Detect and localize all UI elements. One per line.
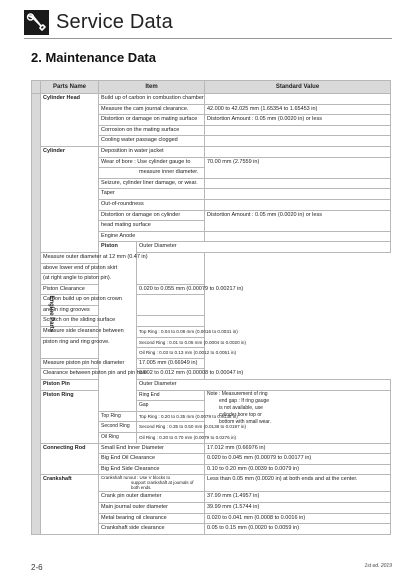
table-row (32, 390, 391, 401)
value-cell: Top Ring : 0.04 to 0.08 mm (0.0016 to 0.0031 in) (137, 327, 205, 338)
value-cell (205, 199, 391, 210)
table-row (32, 316, 391, 327)
part-name-piston-pin: Piston Pin (41, 380, 99, 391)
item-cell: Main journal outer diameter (99, 502, 205, 513)
item-line: support crankshaft at journals of (131, 480, 194, 486)
item-cell: (at right angle to piston pin). (41, 274, 137, 285)
item-cell: Build up of carbon in combustion chamber (99, 94, 205, 105)
value-cell (137, 316, 205, 327)
note-line: bottom with small wear. (219, 418, 271, 425)
item-cell: Measure piston pin hole diameter (41, 358, 137, 369)
item-cell: Outer Diameter (137, 380, 391, 391)
value-cell (205, 178, 391, 189)
item-cell: above lower end of piston skirt (41, 263, 137, 274)
item-cell: Seizure, cylinder liner damage, or wear. (99, 178, 205, 189)
item-cell: Measure outer diameter at 12 mm (0.47 in) (41, 252, 137, 263)
item-cell: head mating surface (99, 221, 205, 232)
table-row (32, 274, 391, 285)
item-cell: Small End Inner Diameter (99, 443, 205, 454)
item-line: both ends. (131, 485, 152, 491)
table-row (32, 380, 391, 391)
value-cell: Less than 0.05 mm (0.0020 in) at both ends and at the center. (205, 475, 391, 492)
value-cell: 17.005 mm (0.66949 in) (137, 358, 205, 369)
table-row (32, 252, 391, 263)
item-cell: Scratch on the sliding surface (41, 316, 137, 327)
value-cell: 39.99 mm (1.5744 in) (205, 502, 391, 513)
value-cell: 70.00 mm (2.7559 in) (205, 157, 391, 178)
part-name-cylinder: Cylinder (41, 146, 99, 252)
note-line: is not available, use (219, 404, 263, 411)
value-cell (205, 94, 391, 105)
value-cell: 0.020 to 0.045 mm (0.00079 to 0.00177 in) (205, 454, 391, 465)
item-cell: Clearance between piston pin and pin hole (41, 369, 137, 380)
value-cell (205, 136, 391, 147)
value-cell: 42.000 to 42.025 mm (1.65354 to 1.65453 in) (205, 104, 391, 115)
value-cell (205, 189, 391, 200)
table-row (32, 369, 391, 380)
item-cell: Out-of-roundness (99, 199, 205, 210)
table-row (32, 146, 391, 157)
value-cell: 0.020 to 0.041 mm (0.0008 to 0.0016 in) (205, 513, 391, 524)
value-cell (205, 146, 391, 157)
value-cell (205, 125, 391, 136)
item-cell: Distortion or damage on mating surface (99, 115, 205, 126)
table-row (32, 358, 391, 369)
item-cell: Big End Oil Clearance (99, 454, 205, 465)
item-cell: Carbon build up on piston crown (41, 295, 137, 306)
value-cell: 0.020 to 0.055 mm (0.00079 to 0.00217 in) (137, 284, 205, 295)
header-item: Item (99, 81, 205, 94)
value-cell: Distortion Amount : 0.05 mm (0.0020 in) or less (205, 210, 391, 231)
note-line: end gap : If ring gauge (219, 397, 270, 404)
table-row (32, 327, 391, 338)
edition-label: 1st ed. 2019 (364, 563, 392, 569)
item-cell: Measure side clearance between (41, 327, 137, 338)
item-cell: Deposition in water jacket (99, 146, 205, 157)
table-header-row (32, 81, 391, 94)
ring-end-gap-label-line1: Ring End (139, 391, 160, 398)
value-cell: Top Ring : 0.20 to 0.35 mm (0.0079 to 0.0138 in) (137, 411, 205, 422)
value-cell: Distortion Amount : 0.05 mm (0.0020 in) or less (205, 115, 391, 126)
part-name-piston-ring: Piston Ring (41, 390, 99, 443)
table-row (32, 305, 391, 316)
section-title: 2. Maintenance Data (31, 50, 156, 65)
header-standard-value: Standard Value (205, 81, 391, 94)
item-cell: Taper (99, 189, 205, 200)
page-number: 2-6 (31, 563, 43, 572)
value-cell: 37.99 mm (1.4957 in) (205, 492, 391, 503)
header-group-cell (32, 81, 41, 94)
page-header-title: Service Data (56, 11, 173, 33)
table-row (32, 284, 391, 295)
item-cell (99, 475, 205, 492)
item-cell: Outer Diameter (137, 242, 391, 253)
value-cell: 0.05 to 0.15 mm (0.0020 to 0.0059 in) (205, 524, 391, 535)
value-cell: Oil Ring : 0.03 to 0.13 mm (0.0012 to 0.0051 in) (137, 348, 205, 359)
table-row (32, 295, 391, 306)
item-cell: Corrosion on the mating surface (99, 125, 205, 136)
item-cell: Crankshaft side clearance (99, 524, 205, 535)
value-cell: 0.10 to 0.20 mm (0.0039 to 0.0079 in) (205, 464, 391, 475)
part-name-connecting-rod: Connecting Rod (41, 443, 99, 475)
item-cell: Wear of bore : Use cylinder gauge to (99, 157, 205, 168)
note-line: cylinder bore top or (219, 411, 262, 418)
value-cell: 17.012 mm (0.66976 in) (205, 443, 391, 454)
value-cell (137, 295, 205, 316)
item-cell: piston ring and ring groove. (41, 337, 137, 358)
table-row (32, 443, 391, 454)
value-cell (205, 231, 391, 242)
item-cell: Crank pin outer diameter (99, 492, 205, 503)
item-line: Crankshaft runout : Use V blocks to (101, 475, 171, 481)
ring-end-gap-label (137, 390, 205, 401)
table-row (32, 263, 391, 274)
item-cell: Distortion or damage on cylinder (99, 210, 205, 221)
value-cell: Oil Ring : 0.20 to 0.70 mm (0.0079 to 0.0276 in) (137, 433, 205, 444)
table-row (32, 94, 391, 105)
header-parts-name: Parts Name (41, 81, 99, 94)
table-row (32, 475, 391, 492)
ring-top-label: Top Ring (99, 411, 137, 422)
item-cell: Measure the cam journal clearance. (99, 104, 205, 115)
value-cell: Second Ring : 0.35 to 0.50 mm (0.0138 to 0.0197 in) (137, 422, 205, 433)
table-row (32, 337, 391, 348)
part-name-piston: Piston (99, 242, 137, 412)
item-cell: measure inner diameter. (99, 168, 205, 179)
item-cell: Big End Side Clearance (99, 464, 205, 475)
value-cell: 0.002 to 0.012 mm (0.00008 to 0.00047 in) (137, 369, 205, 380)
maintenance-data-table (31, 80, 391, 535)
item-cell: Cooling water passage clogged (99, 136, 205, 147)
part-name-cylinder-head: Cylinder Head (41, 94, 99, 147)
ring-second-label: Second Ring (99, 422, 137, 433)
item-cell: and in ring grooves (41, 305, 137, 316)
item-cell: Metal bearing oil clearance (99, 513, 205, 524)
item-cell: Engine Anode (99, 231, 205, 242)
item-cell: Piston Clearance (41, 284, 137, 295)
ring-end-gap-label-line2: Gap (137, 401, 205, 412)
header-divider (24, 38, 392, 39)
group-label: Engine Parts (48, 295, 55, 333)
wrench-icon (24, 10, 49, 35)
part-name-crankshaft: Crankshaft (41, 475, 99, 534)
note-line: Note : Measurement of ring (207, 390, 268, 397)
ring-oil-label: Oil Ring (99, 433, 137, 444)
value-cell: Second Ring : 0.01 to 0.05 mm (0.0004 to 0.0020 in) (137, 337, 205, 348)
